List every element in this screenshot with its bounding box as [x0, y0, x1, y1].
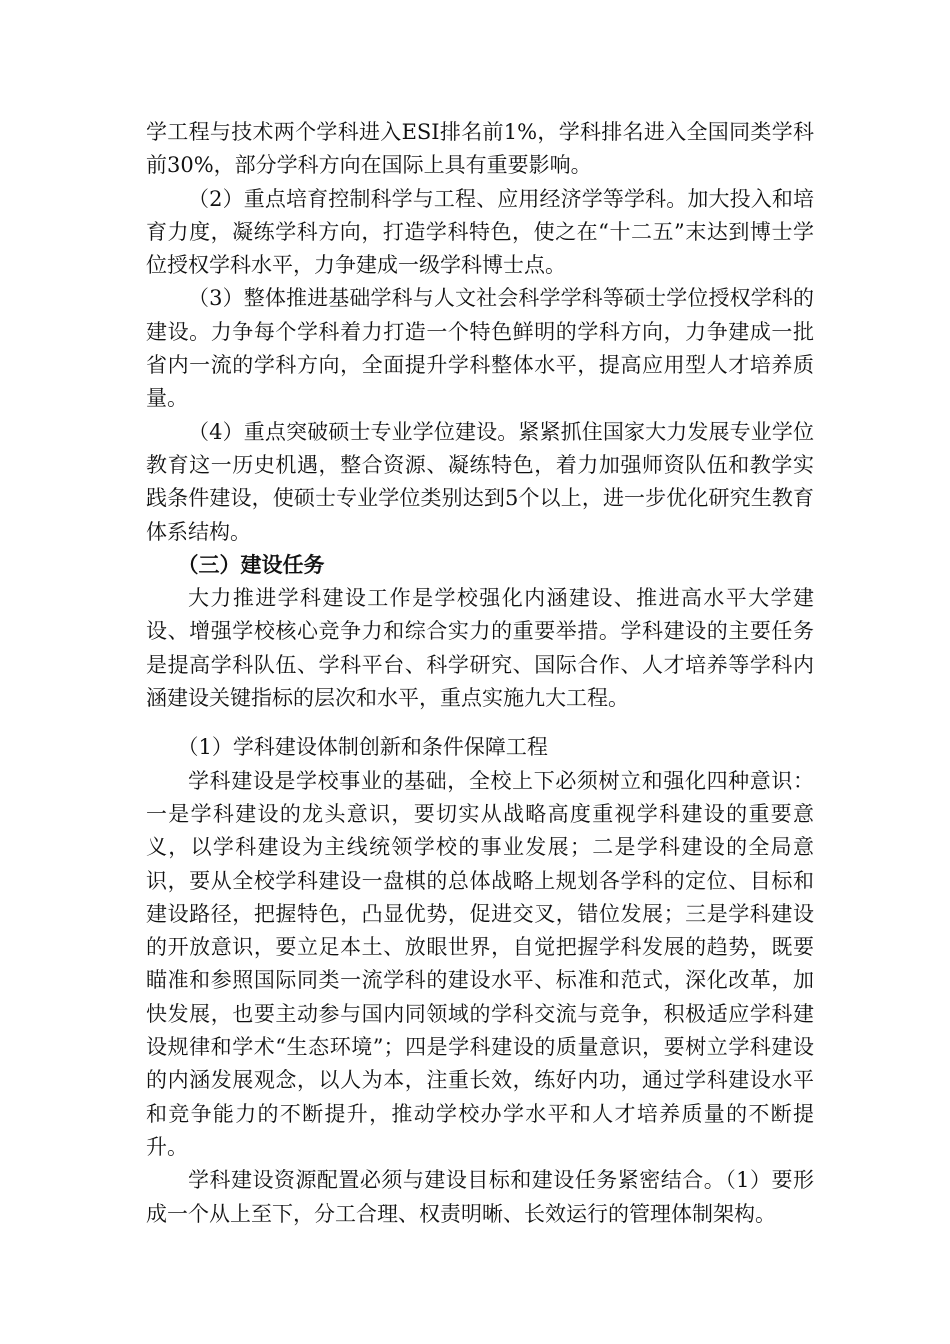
paragraph-item-2: （2）重点培育控制科学与工程、应用经济学等学科。加大投入和培育力度，凝练学科方向，打造学科特色，使之在“十二五”末达到博士学位授权学科水平，力争建成一级学科博士点。 [146, 186, 814, 278]
document-body [146, 116, 814, 1231]
paragraph-item-3: （3）整体推进基础学科与人文社会科学学科等硕士学位授权学科的建设。力争每个学科着力打造一个特色鲜明的学科方向，力争建成一批省内一流的学科方向，全面提升学科整体水平，提高应用型人才培养质量。 [146, 286, 814, 411]
subsection-paragraph-1: 学科建设是学校事业的基础，全校上下必须树立和强化四种意识：一是学科建设的龙头意识，要切实从战略高度重视学科建设的重要意义，以学科建设为主线统领学校的事业发展；二是学科建设的全局意识，要从全校学科建设一盘棋的总体战略上规划各学科的定位、目标和建设路径，把握特色，凸显优势，促进交叉，错位发展；三是学科建设的开放意识，要立足本土、放眼世界，自觉把握学科发展的趋势，既要瞄准和参照国际同类一流学科的建设水平、标准和范式，深化改革，加快发展，也要主动参与国内同领域的学科交流与竞争，积极适应学科建设规律和学术“生态环境”；四是学科建设的质量意识，要树立学科建设的内涵发展观念，以人为本，注重长效，练好内功，通过学科建设水平和竞争能力的不断提升，推动学校办学水平和人才培养质量的不断提升。 [146, 768, 814, 1159]
section-heading: （三）建设任务 [177, 552, 325, 577]
paragraph-item-4: （4）重点突破硕士专业学位建设。紧紧抓住国家大力发展专业学位教育这一历史机遇，整合资源、凝练特色，着力加强师资队伍和教学实践条件建设，使硕士专业学位类别达到5个以上，进一步优化研究生教育体系结构。 [146, 419, 814, 544]
subsection-paragraph-2: 学科建设资源配置必须与建设目标和建设任务紧密结合。（1）要形成一个从上至下，分工合理、权责明晰、长效运行的管理体制架构。 [146, 1168, 814, 1226]
paragraph-continuation: 学工程与技术两个学科进入ESI排名前1%，学科排名进入全国同类学科前30%，部分学科方向在国际上具有重要影响。 [146, 120, 814, 178]
subsection-heading: （1）学科建设体制创新和条件保障工程 [177, 735, 548, 760]
section-intro-paragraph: 大力推进学科建设工作是学校强化内涵建设、推进高水平大学建设、增强学校核心竞争力和综合实力的重要举措。学科建设的主要任务是提高学科队伍、学科平台、科学研究、国际合作、人才培养等学科内涵建设关键指标的层次和水平，重点实施九大工程。 [146, 586, 814, 711]
